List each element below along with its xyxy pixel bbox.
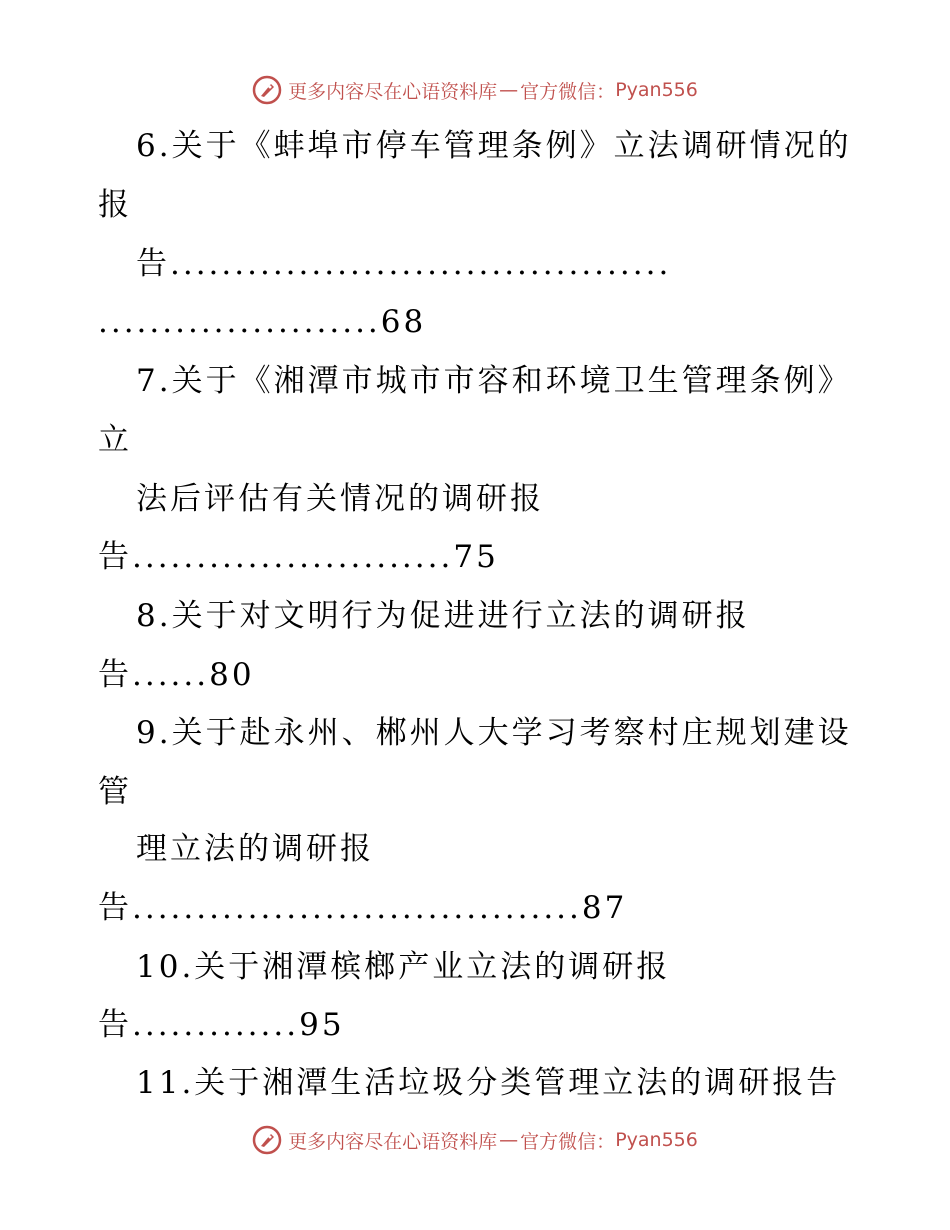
watermark-wechat-id: Pyan556 <box>615 1129 698 1151</box>
pen-nib-logo-icon <box>252 75 282 105</box>
toc-line: 立 <box>98 422 132 458</box>
toc-line: 告.........................75 <box>98 539 499 575</box>
watermark-wechat-id: Pyan556 <box>615 79 698 101</box>
toc-line: 告.............95 <box>98 1007 345 1043</box>
watermark-dash: — <box>499 79 519 101</box>
toc-line: 告...................................87 <box>98 890 628 926</box>
watermark-official: 官方微信： <box>520 80 616 103</box>
toc-line: 法后评估有关情况的调研报 <box>136 481 544 517</box>
toc-line: 10.关于湘潭槟榔产业立法的调研报 <box>136 949 671 985</box>
pen-nib-logo-icon <box>252 1125 282 1155</box>
watermark-brand: 更多内容尽在心语资料库 <box>288 1130 498 1153</box>
toc-line: 理立法的调研报 <box>136 831 374 867</box>
watermark-dash: — <box>499 1129 519 1151</box>
toc-line: 告......80 <box>98 657 255 693</box>
watermark-brand: 更多内容尽在心语资料库 <box>288 80 498 103</box>
toc-line: 报 <box>98 187 132 223</box>
toc-line: 9.关于赴永州、郴州人大学习考察村庄规划建设 <box>136 715 852 751</box>
toc-line: 7.关于《湘潭市城市市容和环境卫生管理条例》 <box>136 363 852 399</box>
footer-watermark <box>0 1120 950 1160</box>
toc-line: 管 <box>98 774 132 810</box>
toc-line: 8.关于对文明行为促进进行立法的调研报 <box>136 598 750 634</box>
watermark-official: 官方微信： <box>520 1130 616 1153</box>
header-watermark <box>0 70 950 110</box>
toc-line: 6.关于《蚌埠市停车管理条例》立法调研情况的 <box>136 128 852 164</box>
toc-line: 告....................................... <box>136 246 672 282</box>
toc-line: ......................68 <box>98 304 427 340</box>
toc-line: 11.关于湘潭生活垃圾分类管理立法的调研报告 <box>136 1065 841 1101</box>
